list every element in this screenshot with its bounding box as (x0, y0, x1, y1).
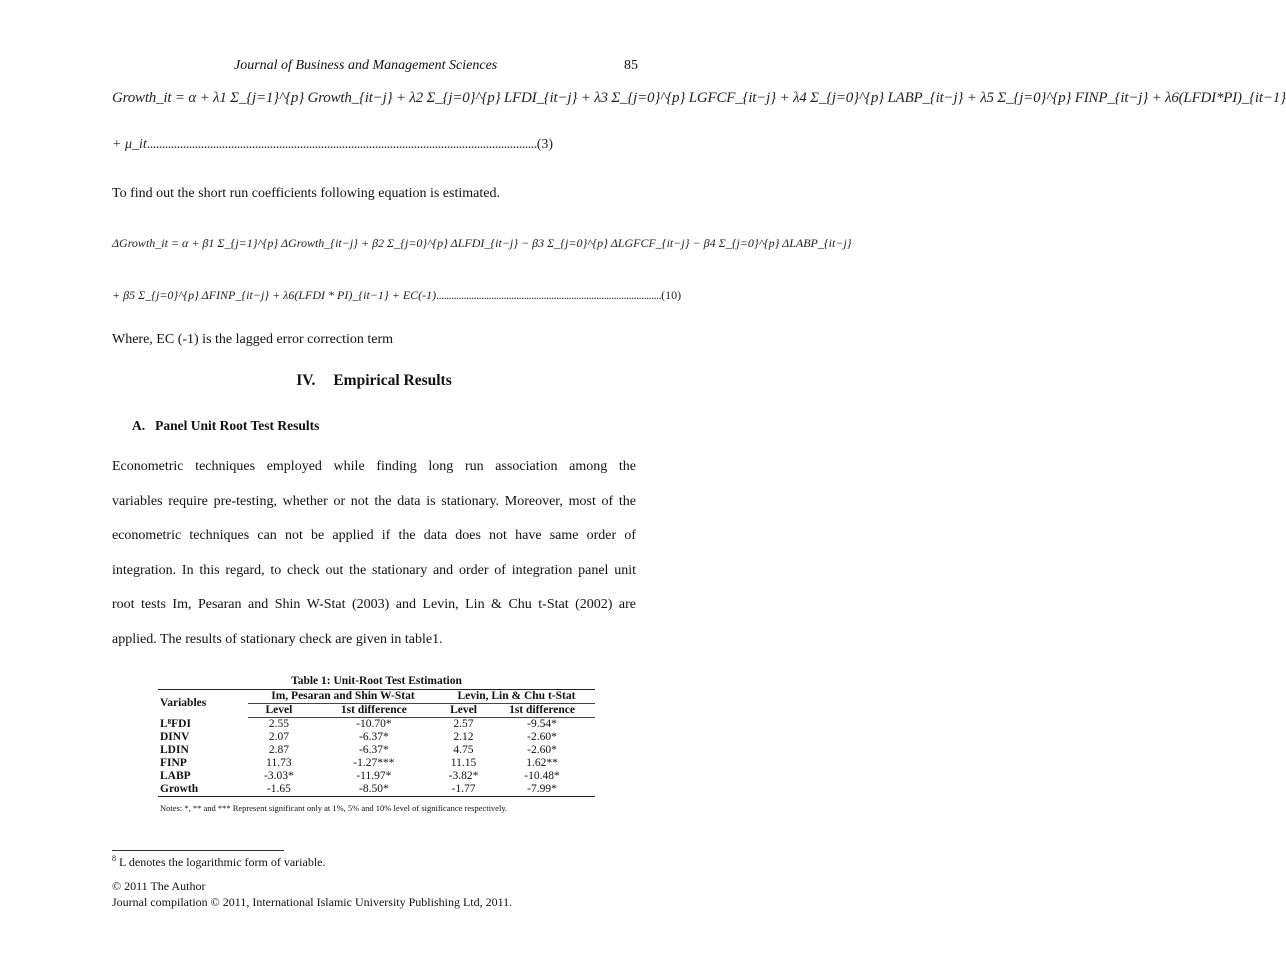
table-row (158, 744, 595, 757)
equation-3-line-1: Growth_it = α + λ1 Σ_{j=1}^{p} Growth_{it−j} + λ2 Σ_{j=0}^{p} LFDI_{it−j} + λ3 Σ_{j=0}^{p} LGFCF_{it−j} + λ4 Σ_{j=0}^{p} LABP_{it−j} + λ5 Σ_{j=0}^{p} FINP_{it−j} + λ6(LFDI*PI)_{it−1} (112, 90, 1286, 106)
equation-3-number: (3) (536, 137, 554, 152)
cell-ips-level: 2.07 (268, 731, 289, 743)
footnote-rule (112, 850, 284, 851)
column-header-llc-diff: 1st difference (489, 704, 595, 718)
cell-llc-level: 4.75 (453, 744, 474, 756)
equation-10-line-2 (112, 288, 681, 303)
journal-name: Journal of Business and Management Sciences (234, 58, 498, 73)
paragraph-line: econometric techniques can not be applied if the data does not have same order of (112, 528, 636, 543)
cell-ips-diff: -6.37* (359, 731, 389, 743)
copyright-line: © 2011 The Author (112, 879, 206, 893)
paragraph-line: variables require pre-testing, whether or not the data is stationary. Moreover, most of the (112, 494, 636, 509)
table-title: Table 1: Unit-Root Test Estimation (291, 675, 462, 687)
paragraph-line: root tests Im, Pesaran and Shin W-Stat (2003) and Levin, Lin & Chu t-Stat (2002) are (112, 597, 636, 612)
section-heading (0, 372, 748, 390)
row-variable: LABP (160, 770, 191, 782)
table-row (158, 718, 595, 732)
cell-llc-diff: 1.62** (526, 757, 558, 769)
cell-ips-diff: -1.27*** (353, 757, 395, 769)
column-header-llc-level: Level (438, 704, 489, 718)
equation-3-error-term: + μ_it (112, 137, 147, 152)
equation-10-terms: + β5 Σ_{j=0}^{p} ΔFINP_{it−j} + λ6(LFDI * PI)_{it−1} + EC(-1) (112, 288, 437, 302)
unit-root-table (158, 689, 595, 797)
row-variable: FINP (160, 757, 187, 769)
equation-10-number: (10) (661, 288, 682, 302)
table-header-row (158, 690, 595, 704)
column-header-variables: Variables (158, 690, 248, 718)
table-row (158, 731, 595, 744)
row-variable: L⁸FDI (160, 717, 191, 730)
table-row (158, 757, 595, 770)
page-number: 85 (624, 58, 638, 73)
cell-ips-diff: -11.97* (356, 770, 392, 782)
cell-llc-level: -3.82* (448, 770, 479, 782)
section-number: IV. (296, 372, 316, 389)
equation-10-leader-dots: .......................................................................................... (436, 288, 662, 302)
cell-ips-level: -3.03* (264, 770, 294, 782)
paragraph-line: Econometric techniques employed while finding long run association among the (112, 459, 636, 474)
cell-ips-diff: -8.50* (310, 783, 438, 797)
cell-ips-level: 2.55 (268, 718, 289, 730)
cell-ips-diff: -6.37* (359, 744, 389, 756)
cell-llc-level: 2.12 (453, 731, 474, 743)
cell-llc-level: -1.77 (438, 783, 489, 797)
column-group-llc: Levin, Lin & Chu t-Stat (438, 690, 595, 704)
cell-llc-diff: -7.99* (489, 783, 595, 797)
subsection-heading (132, 418, 319, 434)
cell-llc-diff: -10.48* (524, 770, 560, 782)
cell-ips-diff: -10.70* (356, 718, 392, 730)
cell-llc-diff: -2.60* (527, 731, 557, 743)
table-row (158, 770, 595, 783)
subsection-number: A. (132, 418, 146, 433)
cell-llc-diff: -2.60* (527, 744, 557, 756)
column-header-ips-diff: 1st difference (310, 704, 438, 718)
paragraph-line: integration. In this regard, to check out the stationary and order of integration panel unit (112, 563, 636, 578)
section-title: Empirical Results (333, 372, 452, 389)
cell-llc-diff: -9.54* (527, 718, 557, 730)
equation-3-leader-dots: .................................................................................................................................. (146, 137, 537, 152)
where-sentence: Where, EC (-1) is the lagged error correction term (112, 332, 394, 347)
column-header-ips-level: Level (248, 704, 310, 718)
cell-ips-level: -1.65 (248, 783, 310, 797)
cell-ips-level: 11.73 (266, 757, 292, 769)
footnote (112, 854, 325, 870)
subsection-title: Panel Unit Root Test Results (155, 418, 320, 433)
equation-3-line-2 (112, 137, 553, 153)
short-run-sentence: To find out the short run coefficients following equation is estimated. (112, 186, 500, 201)
footnote-text: L denotes the logarithmic form of variable. (119, 855, 326, 869)
row-variable: Growth (158, 783, 248, 797)
table-notes: Notes: *, ** and *** Represent significant only at 1%, 5% and 10% level of significance respectively. (160, 803, 508, 813)
footnote-marker: 8 (112, 854, 116, 863)
row-variable: LDIN (160, 744, 189, 756)
cell-llc-level: 11.15 (450, 757, 477, 769)
journal-compilation-line: Journal compilation © 2011, International Islamic University Publishing Ltd, 2011. (112, 895, 513, 909)
table-row (158, 783, 595, 797)
column-group-ips: Im, Pesaran and Shin W-Stat (248, 690, 438, 704)
cell-llc-level: 2.57 (453, 718, 474, 730)
cell-ips-level: 2.87 (268, 744, 289, 756)
paragraph-line: applied. The results of stationary check are given in table1. (112, 632, 443, 647)
equation-10-line-1: ΔGrowth_it = α + β1 Σ_{j=1}^{p} ΔGrowth_{it−j} + β2 Σ_{j=0}^{p} ΔLFDI_{it−j} − β3 Σ_{j=0}^{p} ΔLGFCF_{it−j} − β4 Σ_{j=0}^{p} ΔLABP_{it−j} (112, 236, 852, 250)
row-variable: DINV (160, 731, 190, 743)
